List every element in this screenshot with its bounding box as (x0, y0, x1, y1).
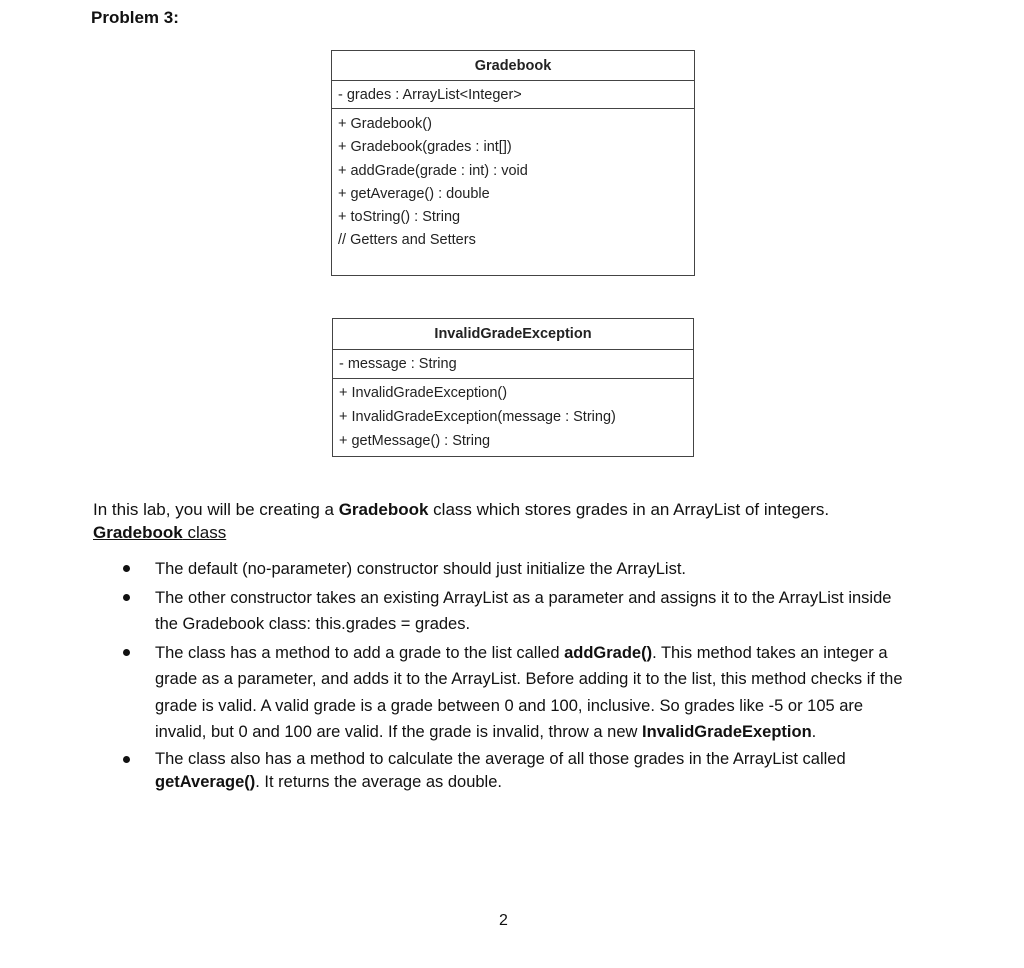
bullet-icon (123, 756, 130, 763)
bullet-icon (123, 594, 130, 601)
exception-method: + InvalidGradeException() (339, 385, 508, 401)
bullet-text: . This method takes an integer a grade as a parameter, and adds it to the ArrayList. Before adding it to the list, this method checks if the grade is valid. A valid grade is a grade between 0 and 100, inclusive. So grades like -5 or 105 are invalid, but 0 and 100 are valid. If the grade is invalid, throw a new (155, 643, 903, 741)
bullet-text: . It returns the average as double. (255, 772, 502, 791)
exception-name-bold: InvalidGradeExeption (642, 723, 812, 741)
gradebook-attribute-grades: - grades : ArrayList<Integer> (338, 86, 522, 103)
gradebook-method: + Gradebook(grades : int[]) (338, 139, 512, 156)
gradebook-method: // Getters and Setters (338, 232, 476, 249)
section-title (93, 523, 226, 542)
bullet-icon (123, 565, 130, 572)
exception-methods (333, 379, 693, 453)
exception-attribute-message: - message : String (339, 356, 457, 372)
exception-method: + InvalidGradeException(message : String) (339, 409, 616, 425)
bullet-text: . (811, 723, 817, 741)
gradebook-method: + toString() : String (338, 209, 461, 226)
intro-text: In this lab, you will be creating a (93, 500, 339, 519)
list-item (93, 640, 913, 746)
section-title-rest: class (182, 523, 227, 542)
gradebook-method: + getAverage() : double (338, 185, 490, 202)
problem-heading: Problem 3: (91, 8, 179, 27)
list-item (93, 556, 913, 583)
gradebook-attributes (332, 81, 694, 109)
method-name-bold: getAverage() (155, 772, 256, 791)
gradebook-method: + addGrade(grade : int) : void (338, 162, 528, 179)
page-number: 2 (499, 912, 508, 929)
intro-bold-class: Gradebook (338, 500, 429, 519)
exception-uml-diagram (332, 318, 694, 457)
list-item (93, 748, 913, 794)
gradebook-methods (332, 109, 694, 253)
intro-text: class which stores grades in an ArrayList of integers. (428, 500, 830, 519)
exception-class-name: InvalidGradeException (333, 319, 693, 350)
bullet-icon (123, 649, 130, 656)
bullet-text: The other constructor takes an existing ArrayList as a parameter and assigns it to the ArrayList inside the Gradebook class: this.grades = grades. (155, 588, 892, 633)
exception-attributes (333, 350, 693, 379)
exception-method: + getMessage() : String (339, 433, 491, 449)
bullet-text: The class also has a method to calculate the average of all those grades in the ArrayList called (155, 749, 846, 768)
section-title-bold: Gradebook (93, 523, 183, 542)
intro-paragraph (93, 498, 833, 544)
gradebook-method: + Gradebook() (338, 116, 432, 132)
requirements-list (93, 556, 913, 794)
list-item (93, 585, 913, 638)
bullet-text: The default (no-parameter) constructor should just initialize the ArrayList. (155, 560, 686, 578)
method-name-bold: addGrade() (564, 643, 653, 662)
gradebook-class-name: Gradebook (332, 51, 694, 81)
bullet-text: The class has a method to add a grade to the list called (155, 643, 565, 662)
gradebook-uml-diagram (331, 50, 695, 276)
